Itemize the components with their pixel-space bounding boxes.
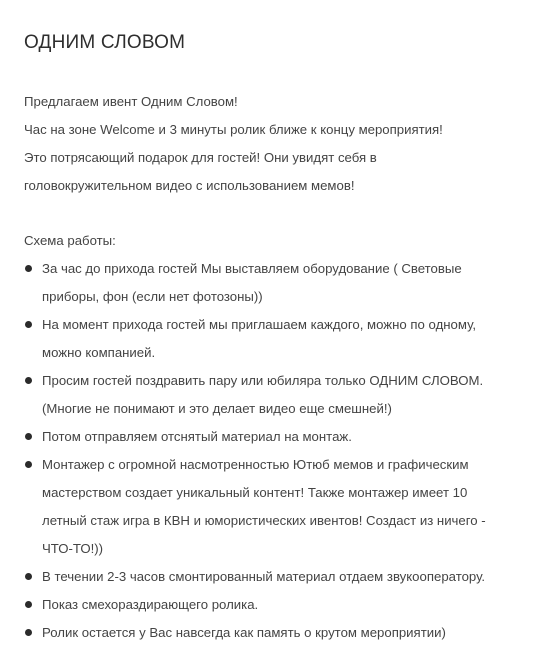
bullet-icon (25, 461, 32, 468)
list-item-line: Показ смехораздирающего ролика. (42, 597, 259, 612)
list-item (24, 311, 534, 367)
list-item-line: мастерством создает уникальный контент! Также монтажер имеет 10 (42, 485, 468, 500)
bullet-icon (25, 601, 32, 608)
list-item-line: приборы, фон (если нет фотозоны)) (42, 289, 263, 304)
list-item-line: В течении 2-3 часов смонтированный материал отдаем звукооператору. (42, 569, 486, 584)
list-item (24, 619, 534, 647)
list-item-line: летный стаж игра в КВН и юмористических ивентов! Создаст из ничего - (42, 513, 486, 528)
scheme-label: Схема работы: (24, 233, 116, 248)
list-item-line: Монтажер с огромной насмотренностью Ютюб мемов и графическим (42, 457, 469, 472)
list-item (24, 451, 534, 563)
list-item (24, 423, 534, 451)
bullet-icon (25, 377, 32, 384)
list-item-line: (Многие не понимают и это делает видео еще смешней!) (42, 401, 392, 416)
list-item-line: Просим гостей поздравить пару или юбиляра только ОДНИМ СЛОВОМ. (42, 373, 484, 388)
bullet-icon (25, 321, 32, 328)
intro-line: Час на зоне Welcome и 3 минуты ролик ближе к концу мероприятия! (24, 122, 443, 137)
bullet-icon (25, 433, 32, 440)
list-item-line: На момент прихода гостей мы приглашаем каждого, можно по одному, (42, 317, 477, 332)
intro-text (24, 88, 524, 200)
steps-list (24, 255, 534, 647)
list-item-line: Потом отправляем отснятый материал на монтаж. (42, 429, 352, 444)
bullet-icon (25, 265, 32, 272)
intro-line: Это потрясающий подарок для гостей! Они увидят себя в (24, 150, 377, 165)
page-title: ОДНИМ СЛОВОМ (24, 32, 186, 53)
bullet-icon (25, 629, 32, 636)
list-item-line: За час до прихода гостей Мы выставляем оборудование ( Световые (42, 261, 462, 276)
list-item-line: ЧТО-ТО!)) (42, 541, 104, 556)
list-item-line: можно компанией. (42, 345, 156, 360)
list-item (24, 367, 534, 423)
list-item (24, 255, 534, 311)
bullet-icon (25, 573, 32, 580)
intro-line: головокружительном видео с использованием мемов! (24, 178, 355, 193)
list-item (24, 591, 534, 619)
list-item-line: Ролик остается у Вас навсегда как память о крутом мероприятии) (42, 625, 446, 640)
intro-line: Предлагаем ивент Одним Словом! (24, 94, 238, 109)
list-item (24, 563, 534, 591)
